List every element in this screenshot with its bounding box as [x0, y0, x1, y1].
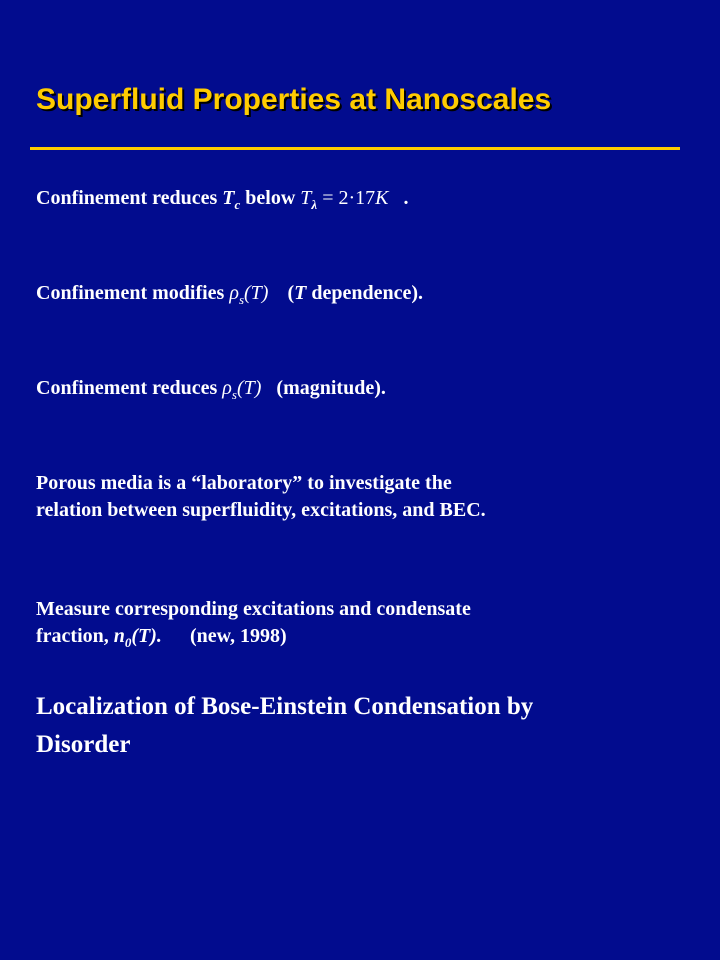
statement-line: Porous media is a “laboratory” to investigate the — [36, 472, 452, 494]
n-symbol: n — [113, 625, 125, 647]
statement-rho-modified — [36, 280, 423, 313]
title-underline — [30, 147, 680, 150]
t-argument: (T). — [131, 625, 162, 647]
t-symbol: T — [294, 282, 307, 304]
t-lambda-formula: $T_\lambda = 2\cdot 17K$ — [300, 187, 389, 212]
statement-tc-reduction — [36, 185, 408, 218]
statement-measure — [36, 596, 471, 656]
statement-line: Localization of Bose-Einstein Condensation by — [36, 693, 534, 720]
rho-s-formula: $\rho_s(T)$ — [229, 282, 269, 307]
open-paren: ( — [287, 282, 295, 304]
period: . — [403, 187, 409, 209]
slide-title: Superfluid Properties at Nanoscales — [36, 83, 552, 116]
statement-text: below — [240, 187, 301, 209]
t-symbol: T — [222, 187, 235, 209]
rho-s-formula: $\rho_s(T)$ — [222, 377, 262, 402]
c-subscript: c — [234, 197, 241, 212]
statement-text: Confinement reduces — [36, 377, 223, 399]
statement-text: Confinement modifies — [36, 282, 230, 304]
statement-rho-reduced — [36, 375, 386, 408]
statement-porous-media — [36, 470, 486, 524]
statement-text: (magnitude). — [276, 377, 386, 399]
statement-text: dependence). — [306, 282, 424, 304]
statement-line: fraction, $n_0(T)$. (new, 1998) — [36, 625, 287, 650]
statement-line: Measure corresponding excitations and condensate — [36, 598, 471, 620]
statement-text: Confinement reduces — [36, 187, 223, 209]
n-subscript: 0 — [124, 635, 132, 650]
statement-line: relation between superfluidity, excitations, and BEC. — [36, 499, 486, 521]
statement-localization — [36, 688, 533, 764]
statement-line: Disorder — [36, 731, 131, 758]
